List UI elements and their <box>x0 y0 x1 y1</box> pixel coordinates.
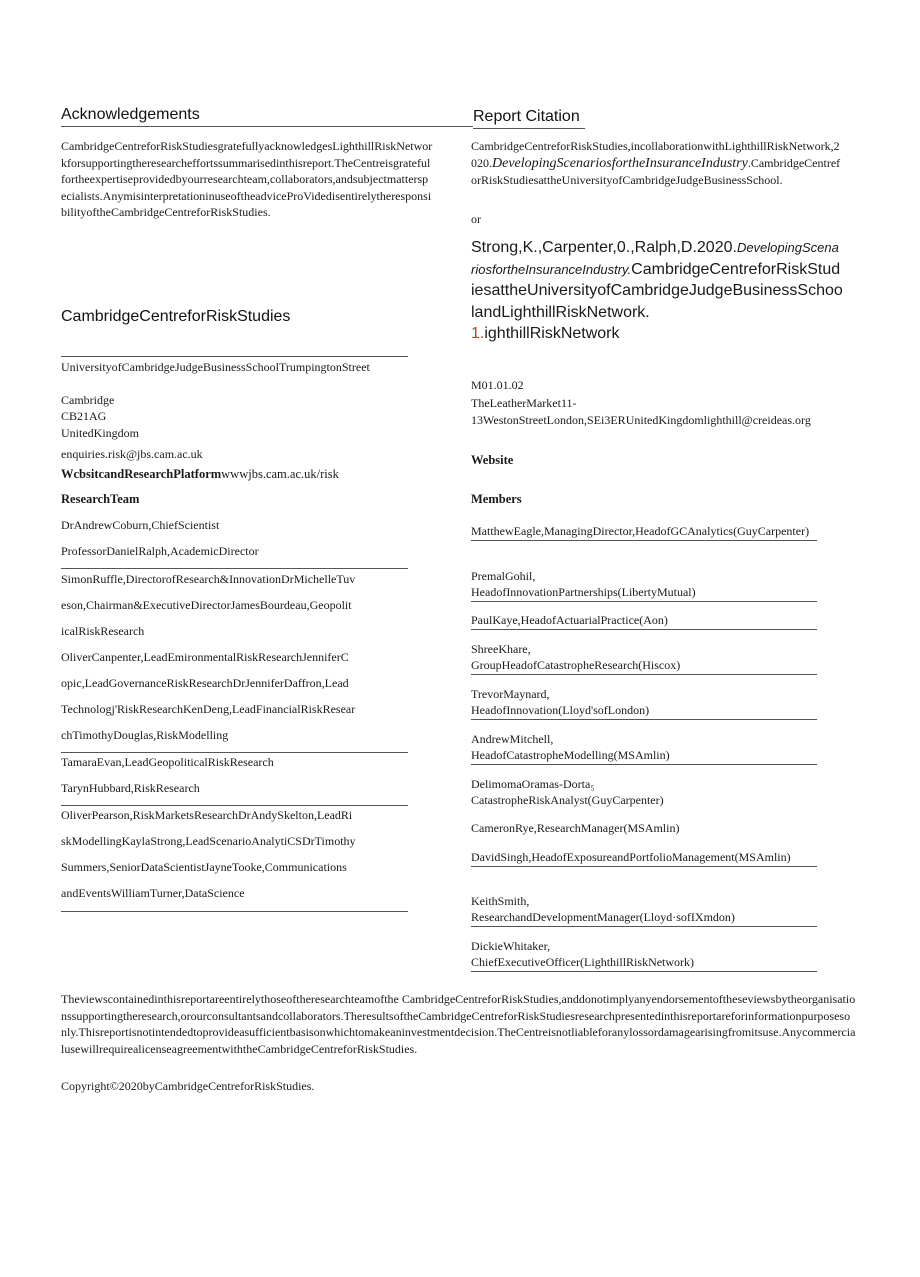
ccrs-address: UniversityofCambridgeJudgeBusinessSchoolTrumpingtonStreet <box>61 360 370 374</box>
ccrs-email[interactable]: enquiries.risk@jbs.cam.ac.uk <box>61 447 203 461</box>
team-line: skModellingKaylaStrong,LeadScenarioAnalytiCSDrTimothy <box>61 834 356 848</box>
member-item <box>471 612 817 630</box>
team-rule <box>61 805 408 806</box>
ccrs-web <box>61 467 339 482</box>
member-line-2: HeadofInnovation(Lloyd'sofLondon) <box>471 703 650 717</box>
team-line: SimonRuffle,DirectorofResearch&InnovationDrMichelleTuv <box>61 572 356 586</box>
team-line: ProfessorDanielRalph,AcademicDirector <box>61 544 259 558</box>
ccrs-web-label: WcbsitcandResearchPlatform <box>61 467 222 481</box>
ccrs-city: Cambridge <box>61 393 115 407</box>
member-line-1: AndrewMitchell, <box>471 732 554 746</box>
member-item <box>471 568 817 602</box>
member-line-2: HeadofInnovationPartnerships(LibertyMutual) <box>471 585 696 599</box>
copyright: Copyright©2020byCambridgeCentreforRiskStudies. <box>61 1079 315 1093</box>
ccrs-country: UnitedKingdom <box>61 426 139 440</box>
team-rule <box>61 752 408 753</box>
team-line: andEventsWilliamTurner,DataScience <box>61 886 245 900</box>
lighthill-website-label[interactable]: Website <box>471 453 514 467</box>
member-line-1: TrevorMaynard, <box>471 687 550 701</box>
member-item <box>471 820 817 837</box>
citation-text-2d-red: 1. <box>471 325 485 342</box>
citation-text-2a: Strong,K.,Carpenter,0.,Ralph,D.2020. <box>471 239 737 256</box>
acknowledgements-rule <box>61 126 473 127</box>
citation-text-1a: CambridgeCentreforRiskStudies,incollaborationwithLighthillRiskNetwork,2020. <box>471 139 840 170</box>
ccrs-postcode: CB21AG <box>61 409 107 423</box>
team-line: TarynHubbard,RiskResearch <box>61 781 200 795</box>
member-item <box>471 893 817 927</box>
ccrs-web-url[interactable]: wwwjbs.cam.ac.uk/risk <box>221 467 339 481</box>
citation-text-2d: ighthillRiskNetwork <box>484 325 620 342</box>
citation-or: or <box>471 212 481 226</box>
member-item <box>471 776 817 809</box>
member-item <box>471 523 817 541</box>
citation-text-1c: .CambridgeCentreforRiskStudiesattheUniversityofCambridgeJudgeBusinessSchool. <box>471 156 841 187</box>
citation-text-1 <box>471 138 843 189</box>
member-line-2: HeadofCatastropheModelling(MSAmlin) <box>471 748 670 762</box>
member-line-1: ShreeKhare, <box>471 642 531 656</box>
citation-title-italic: DevelopingScenariosfortheInsuranceIndustry <box>492 156 748 171</box>
citation-text-2b: DevelopingScenariosfortheInsuranceIndustry. <box>471 240 839 277</box>
team-line: TamaraEvan,LeadGeopoliticalRiskResearch <box>61 755 274 769</box>
member-line-1: PremalGohil, <box>471 569 536 583</box>
member-line-2: ResearchandDevelopmentManager(Lloyd·sofIXmdon) <box>471 910 735 924</box>
team-line: OliverCanpenter,LeadEmironmentalRiskResearchJenniferC <box>61 650 349 664</box>
member-line-1: KeithSmith, <box>471 894 530 908</box>
member-item <box>471 938 817 972</box>
members-title: Members <box>471 492 522 506</box>
member-line-1: DavidSingh,HeadofExposureandPortfolioManagement(MSAmlin) <box>471 850 791 864</box>
member-item <box>471 849 817 867</box>
member-item <box>471 686 817 720</box>
ccrs-rule <box>61 356 408 357</box>
member-line-1: MatthewEagle,ManagingDirector,HeadofGCAnalytics(GuyCarpenter) <box>471 524 810 538</box>
member-item <box>471 641 817 675</box>
acknowledgements-title: Acknowledgements <box>61 106 200 123</box>
member-line-1: DickieWhitaker, <box>471 939 551 953</box>
member-line-2: GroupHeadofCatastropheResearch(Hiscox) <box>471 658 681 672</box>
citation-title: Report Citation <box>473 108 580 125</box>
member-line-2: ChiefExecutiveOfficer(LighthillRiskNetwork) <box>471 955 695 969</box>
citation-text-2c: CambridgeCentreforRiskStudiesattheUniversityofCambridgeJudgeBusinessSchoolandLighthillRiskNetwork. <box>471 260 843 321</box>
member-line-2: CatastropheRiskAnalyst(GuyCarpenter) <box>471 793 664 807</box>
lighthill-address-2: TheLeatherMarket11- <box>471 396 577 410</box>
member-line-1: PaulKaye,HeadofActuarialPractice(Aon) <box>471 613 668 627</box>
team-line: opic,LeadGovernanceRiskResearchDrJenniferDaffron,Lead <box>61 676 349 690</box>
team-line: Summers,SeniorDataScientistJayneTooke,Communications <box>61 860 347 874</box>
team-rule <box>61 568 408 569</box>
team-line: chTimothyDouglas,RiskModelling <box>61 728 229 742</box>
member-item <box>471 731 817 765</box>
research-team-title: ResearchTeam <box>61 492 140 506</box>
team-line: icalRiskResearch <box>61 624 145 638</box>
team-line: OliverPearson,RiskMarketsResearchDrAndySkelton,LeadRi <box>61 808 353 822</box>
team-rule <box>61 911 408 912</box>
citation-text-2 <box>471 237 843 345</box>
citation-rule <box>473 128 585 129</box>
member-line-1: DelimomaOramas-Dorta₅ <box>471 777 595 791</box>
team-line: DrAndrewCoburn,ChiefScientist <box>61 518 220 532</box>
lighthill-address-3: 13WestonStreetLondon,SEi3ERUnitedKingdomlighthill@creideas.org <box>471 413 811 427</box>
team-line: Technologj'RiskResearchKenDeng,LeadFinancialRiskResear <box>61 702 356 716</box>
team-line: eson,Chairman&ExecutiveDirectorJamesBourdeau,Geopolit <box>61 598 352 612</box>
acknowledgements-body: CambridgeCentreforRiskStudiesgratefullyacknowledgesLighthillRiskNetworkforsupportingtheresearcheffortssummarisedinthisreport.TheCentreisgratefulfortheexpertiseprovidedbyourresearchteam,collaborators,andsubjectmatterspecialists.AnymisinterpretationinuseoftheadviceProVidedisentirelytheresponsibilityoftheCambridgeCentreforRiskStudies. <box>61 139 433 219</box>
lighthill-address-1: M01.01.02 <box>471 378 524 392</box>
disclaimer: Theviewscontainedinthisreportareentirelythoseoftheresearchteamofthe CambridgeCentreforRiskStudies,anddonotimplyanyendorsementoftheseviewsbytheorganisationssupportingtheresearch,orourconsultantsandcollaborators.TheresultsoftheCambridgeCentreforRiskStudiesresearchpresentedinthisreportareforinformationpurposesonly.Thisreportisnotintendedtoprovideasufficientbasisonwhichtomakeaninvestmentdecision.TheCentreisnotliableforanylossordamagearisingfromitsuse.AnycommercialusewillrequirealicenseagreementwiththeCambridgeCentreforRiskStudies. <box>61 992 856 1056</box>
ccrs-title: CambridgeCentreforRiskStudies <box>61 308 291 325</box>
member-line-1: CameronRye,ResearchManager(MSAmlin) <box>471 821 680 835</box>
